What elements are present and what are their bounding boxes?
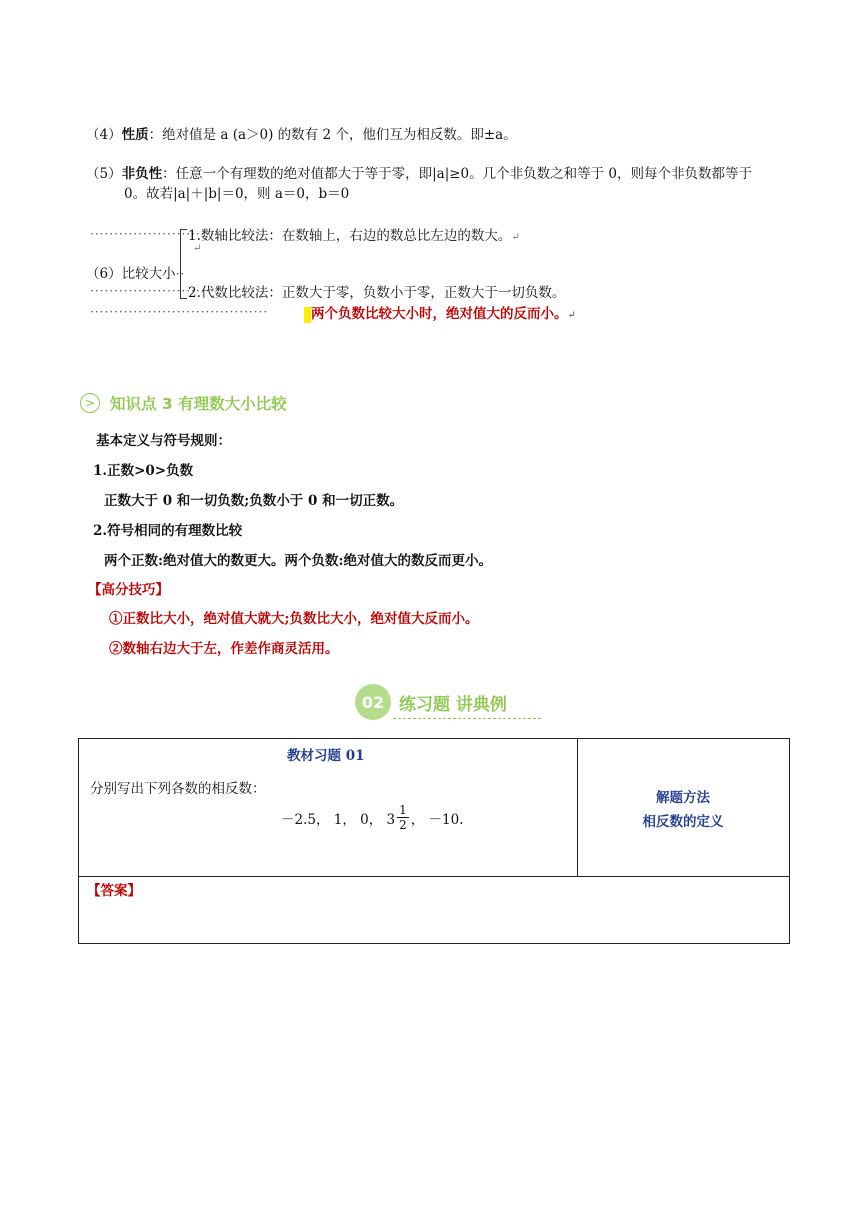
paragraph-mark-icon: ↵ [193, 243, 202, 254]
compare-method-2: 2.代数比较法：正数大于零，负数小于零，正数大于一切负数。 [188, 285, 566, 301]
property-item-4 [86, 123, 517, 143]
exercise-table [78, 738, 790, 944]
exercise-question: 分别写出下列各数的相反数： [90, 781, 266, 797]
tip-2: ②数轴右边大于左，作差作商灵活用。 [109, 641, 339, 657]
item-text: ：绝对值是 a (a＞0) 的数有 2 个，他们互为相反数。即±a。 [148, 127, 517, 143]
compare-note: 两个负数比较大小时，绝对值大的反而小。↵ [304, 302, 576, 323]
highlight-mark [304, 307, 311, 323]
section-title: 知识点 3 有理数大小比较 [110, 395, 287, 413]
fraction [397, 803, 409, 832]
tip-1: ①正数比大小，绝对值大就大;负数比大小，绝对值大反而小。 [109, 611, 479, 627]
item-5-continuation: 0。故若|a|＋|b|＝0，则 a＝0，b＝0 [124, 186, 350, 202]
section-heading [80, 392, 287, 414]
item-number: （5） [86, 166, 122, 182]
leader-dots: ·························· [90, 284, 216, 298]
item-text: ：任意一个有理数的绝对值都大于等于零，即|a|≥0。几个非负数之和等于 0，则每个非负数都等于 [162, 166, 753, 182]
row-divider [78, 876, 789, 877]
practice-header [355, 684, 507, 720]
exercise-numbers: －2.5， 1， 0， 3 $\frac{1}{2}$ ， －10. [281, 803, 464, 832]
practice-badge: 02 [355, 684, 391, 720]
item-number: （4） [86, 127, 122, 143]
exercise-heading: 教材习题 01 [287, 748, 365, 764]
item-term: 性质 [121, 127, 149, 143]
method-text: 相反数的定义 [642, 814, 724, 830]
answer-label: 【答案】 [87, 883, 141, 899]
method-title: 解题方法 [656, 790, 710, 806]
fraction-denominator: 2 [399, 818, 407, 832]
leader-dots: ·························· [90, 227, 216, 241]
fraction-numerator: 1 [399, 803, 407, 817]
section-intro: 基本定义与符号规则： [96, 433, 231, 449]
chevron-circle-icon: > [80, 393, 100, 413]
paragraph-mark-icon: ↵ [511, 232, 520, 243]
leader-dots: ····································· [90, 305, 269, 319]
tips-title: 【高分技巧】 [88, 582, 169, 598]
rule-2-text: 两个正数:绝对值大的数更大。两个负数:绝对值大的数反而更小。 [104, 553, 492, 569]
paragraph-mark-icon: ↵ [567, 310, 576, 321]
compare-label: （6）比较大小·· [86, 266, 186, 282]
property-item-5 [86, 162, 752, 182]
column-divider [577, 738, 578, 876]
rule-1-title: 1.正数>0>负数 [93, 463, 194, 479]
compare-method-1: 1.数轴比较法：在数轴上，右边的数总比左边的数大。↵ [188, 228, 520, 244]
rule-1-text: 正数大于 0 和一切负数;负数小于 0 和一切正数。 [104, 493, 404, 509]
item-term: 非负性 [121, 166, 163, 182]
rule-2-title: 2.符号相同的有理数比较 [93, 523, 243, 539]
practice-underline [393, 718, 541, 719]
practice-title: 练习题 讲典例 [399, 694, 507, 715]
